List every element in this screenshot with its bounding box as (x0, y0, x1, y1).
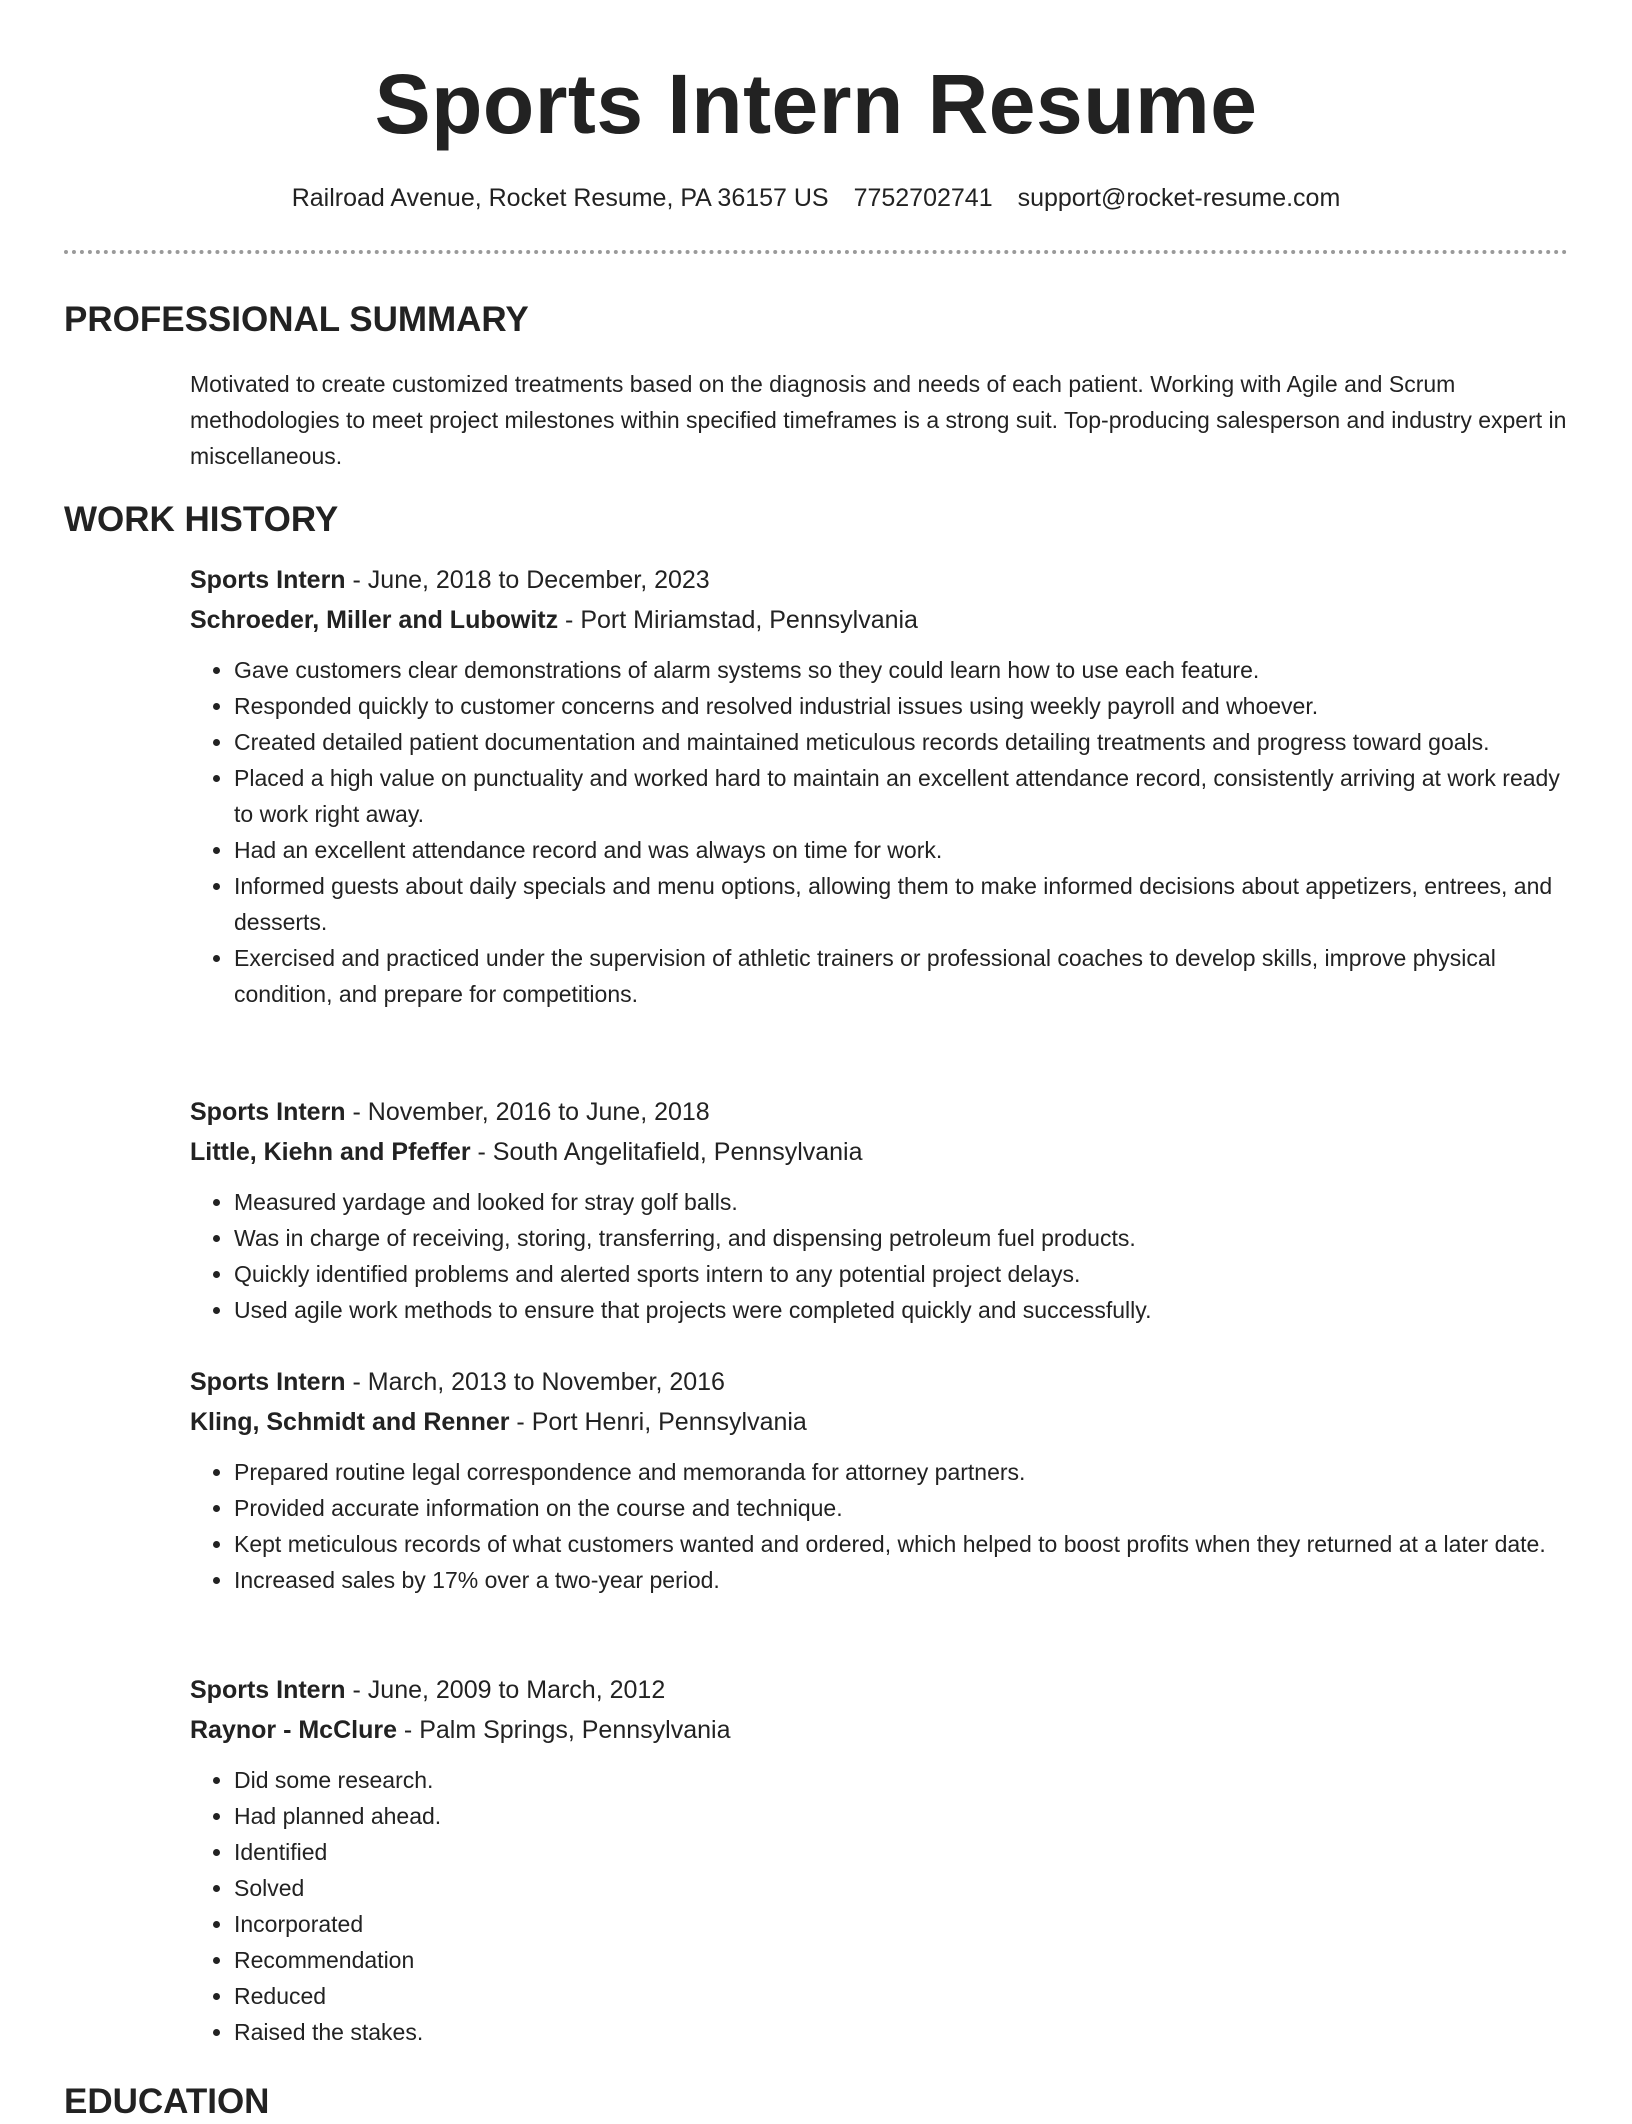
job-entry (190, 1362, 1570, 1598)
job-location: - Port Henri, Pennsylvania (509, 1408, 807, 1436)
list-item: • Identified (234, 1834, 1570, 1870)
list-item: • Raised the stakes. (234, 2014, 1570, 2050)
job-title: Sports Intern (190, 1098, 346, 1126)
job-dates: - June, 2018 to December, 2023 (345, 566, 710, 594)
job-location: - Port Miriamstad, Pennsylvania (558, 606, 918, 634)
list-item: • Solved (234, 1870, 1570, 1906)
list-item: • Reduced (234, 1978, 1570, 2014)
job-bullets (190, 1762, 1570, 2050)
list-item: • Created detailed patient documentation and maintained meticulous records detailing treatments and progress toward goals. (234, 724, 1570, 760)
list-item: • Increased sales by 17% over a two-year period. (234, 1562, 1570, 1598)
job-company: Kling, Schmidt and Renner (190, 1408, 510, 1436)
list-item: • Informed guests about daily specials and menu options, allowing them to make informed decisions about appetizers, entrees, and desserts. (234, 868, 1570, 940)
summary-text: Motivated to create customized treatments based on the diagnosis and needs of each patient. Working with Agile and Scrum methodologies to meet project milestones within specified timeframes is a strong suit. Top-producing salesperson and industry expert in miscellaneous. (190, 371, 1567, 469)
job-title: Sports Intern (190, 566, 346, 594)
list-item: • Measured yardage and looked for stray golf balls. (234, 1184, 1570, 1220)
list-item: • Incorporated (234, 1906, 1570, 1942)
list-item: • Used agile work methods to ensure that projects were completed quickly and successfully. (234, 1292, 1570, 1328)
job-bullets (190, 1184, 1570, 1328)
list-item: • Had planned ahead. (234, 1798, 1570, 1834)
job-dates: - June, 2009 to March, 2012 (345, 1676, 666, 1704)
job-location: - Palm Springs, Pennsylvania (396, 1716, 731, 1744)
job-dates: - March, 2013 to November, 2016 (345, 1368, 725, 1396)
job-title-line (190, 1092, 1570, 1132)
job-dates: - November, 2016 to June, 2018 (345, 1098, 710, 1126)
job-company: Schroeder, Miller and Lubowitz (190, 606, 559, 634)
contact-phone: 7752702741 (853, 184, 993, 212)
list-item: • Was in charge of receiving, storing, transferring, and dispensing petroleum fuel products. (234, 1220, 1570, 1256)
list-item: • Had an excellent attendance record and was always on time for work. (234, 832, 1570, 868)
job-entry (190, 560, 1570, 1012)
job-bullets (190, 652, 1570, 1012)
header-divider (64, 250, 1568, 254)
job-location: - South Angelitafield, Pennsylvania (470, 1138, 863, 1166)
job-entry (190, 1092, 1570, 1328)
job-title: Sports Intern (190, 1676, 346, 1704)
contact-line (0, 180, 1632, 216)
job-company-line (190, 1402, 1570, 1442)
summary-heading: PROFESSIONAL SUMMARY (64, 300, 529, 339)
list-item: • Did some research. (234, 1762, 1570, 1798)
contact-email: support@rocket-resume.com (1017, 184, 1341, 212)
contact-address: Railroad Avenue, Rocket Resume, PA 36157 US (291, 184, 829, 212)
list-item: • Kept meticulous records of what customers wanted and ordered, which helped to boost profits when they returned at a later date. (234, 1526, 1570, 1562)
list-item: • Responded quickly to customer concerns and resolved industrial issues using weekly payroll and whoever. (234, 688, 1570, 724)
job-company: Little, Kiehn and Pfeffer (190, 1138, 471, 1166)
job-title: Sports Intern (190, 1368, 346, 1396)
job-title-line (190, 560, 1570, 600)
job-company: Raynor - McClure (190, 1716, 397, 1744)
list-item: • Exercised and practiced under the supervision of athletic trainers or professional coaches to develop skills, improve physical condition, and prepare for competitions. (234, 940, 1570, 1012)
list-item: • Provided accurate information on the course and technique. (234, 1490, 1570, 1526)
list-item: • Recommendation (234, 1942, 1570, 1978)
job-bullets (190, 1454, 1570, 1598)
job-title-line (190, 1670, 1570, 1710)
list-item: • Gave customers clear demonstrations of alarm systems so they could learn how to use each feature. (234, 652, 1570, 688)
list-item: • Quickly identified problems and alerted sports intern to any potential project delays. (234, 1256, 1570, 1292)
job-entry (190, 1670, 1570, 2050)
list-item: • Placed a high value on punctuality and worked hard to maintain an excellent attendance record, consistently arriving at work ready to work right away. (234, 760, 1570, 832)
education-heading: EDUCATION (64, 2082, 270, 2121)
job-company-line (190, 1710, 1570, 1750)
work-history-heading: WORK HISTORY (64, 500, 339, 539)
job-company-line (190, 600, 1570, 640)
job-company-line (190, 1132, 1570, 1172)
page-title: Sports Intern Resume (374, 57, 1258, 151)
list-item: • Prepared routine legal correspondence and memoranda for attorney partners. (234, 1454, 1570, 1490)
job-title-line (190, 1362, 1570, 1402)
